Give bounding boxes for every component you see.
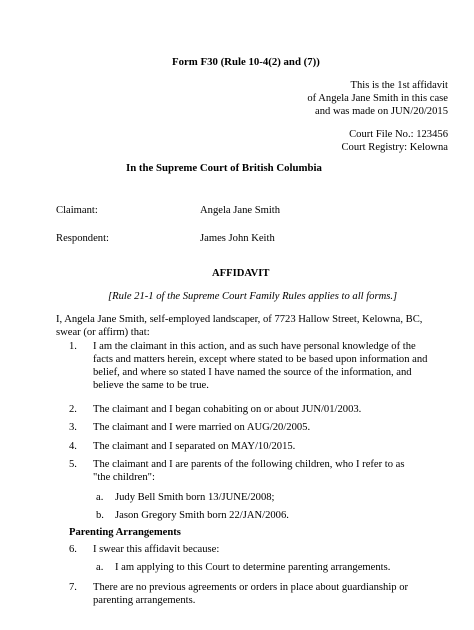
item-number-3: 3. <box>69 422 77 433</box>
item-text-3: The claimant and I were married on AUG/20/2005. <box>93 422 311 433</box>
item-number-1: 1. <box>69 341 77 352</box>
child-text-b: Jason Gregory Smith born 22/JAN/2006. <box>115 510 289 521</box>
respondent-name: James John Keith <box>200 233 275 244</box>
court-heading: In the Supreme Court of British Columbia <box>126 162 322 174</box>
rule-note: [Rule 21-1 of the Supreme Court Family Rules applies to all forms.] <box>108 291 398 302</box>
child-letter-b: b. <box>96 510 104 521</box>
item-text-6: I swear this affidavit because: <box>93 544 220 555</box>
item-number-4: 4. <box>69 441 77 452</box>
affidavit-note-line-2: of Angela Jane Smith in this case <box>307 93 448 104</box>
item-text-5: The claimant and I are parents of the following children, who I refer to as "the children": <box>93 459 405 483</box>
claimant-label: Claimant: <box>56 205 98 216</box>
item-number-2: 2. <box>69 404 77 415</box>
child-text-a: Judy Bell Smith born 13/JUNE/2008; <box>115 492 275 503</box>
reason-text-a: I am applying to this Court to determine parenting arrangements. <box>115 562 391 573</box>
respondent-label: Respondent: <box>56 233 109 244</box>
court-file-number: Court File No.: 123456 <box>349 129 448 140</box>
item-number-6: 6. <box>69 544 77 555</box>
affidavit-note-line-1: This is the 1st affidavit <box>350 80 448 91</box>
item-number-5: 5. <box>69 459 77 470</box>
affidavit-note-line-3: and was made on JUN/20/2015 <box>315 106 448 117</box>
item-text-2: The claimant and I began cohabiting on or about JUN/01/2003. <box>93 404 362 415</box>
child-letter-a: a. <box>96 492 104 503</box>
intro-paragraph: I, Angela Jane Smith, self-employed landscaper, of 7723 Hallow Street, Kelowna, BC, swear (or affirm) that: <box>56 314 423 338</box>
item-text-4: The claimant and I separated on MAY/10/2015. <box>93 441 296 452</box>
claimant-name: Angela Jane Smith <box>200 205 281 216</box>
affidavit-title: AFFIDAVIT <box>212 268 270 279</box>
item-number-7: 7. <box>69 582 77 593</box>
item-text-7: There are no previous agreements or orders in place about guardianship or parenting arrangements. <box>93 582 409 606</box>
reason-letter-a: a. <box>96 562 104 573</box>
court-registry: Court Registry: Kelowna <box>341 142 448 153</box>
form-title: Form F30 (Rule 10-4(2) and (7)) <box>172 56 320 68</box>
section-heading-parenting: Parenting Arrangements <box>69 527 181 538</box>
item-text-1: I am the claimant in this action, and as such have personal knowledge of the facts and matters herein, except where stated to be based upon information and belief, and where so stated I have named the source of the information, and believe the same to be true. <box>93 341 428 391</box>
